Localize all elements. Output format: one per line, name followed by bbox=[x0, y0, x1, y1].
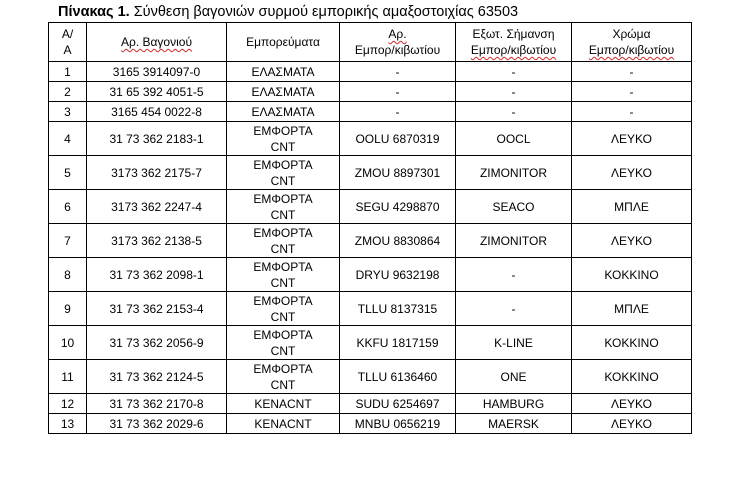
table-row bbox=[49, 62, 692, 82]
cargo-cell: KENACNT bbox=[227, 414, 340, 434]
table-body bbox=[49, 62, 692, 434]
marking-cell: SEACO bbox=[456, 190, 572, 224]
caption-label: Πίνακας 1. bbox=[58, 4, 130, 20]
color-cell: - bbox=[572, 62, 692, 82]
color-cell: ΛΕΥΚΟ bbox=[572, 122, 692, 156]
color-cell: ΛΕΥΚΟ bbox=[572, 414, 692, 434]
container-number-cell: TLLU 6136460 bbox=[340, 360, 456, 394]
row-number-cell: 8 bbox=[49, 258, 87, 292]
color-cell: ΜΠΛΕ bbox=[572, 190, 692, 224]
marking-cell: - bbox=[456, 62, 572, 82]
row-number-cell: 6 bbox=[49, 190, 87, 224]
container-number-cell: KKFU 1817159 bbox=[340, 326, 456, 360]
table-row bbox=[49, 292, 692, 326]
color-cell: ΚΟΚΚΙΝΟ bbox=[572, 258, 692, 292]
table-row bbox=[49, 156, 692, 190]
wagon-number-cell: 3173 362 2247-4 bbox=[87, 190, 227, 224]
container-number-cell: TLLU 8137315 bbox=[340, 292, 456, 326]
row-number-cell: 12 bbox=[49, 394, 87, 414]
cargo-cell: ΕΜΦΟΡΤΑ CNT bbox=[227, 360, 340, 394]
row-number-cell: 7 bbox=[49, 224, 87, 258]
wagon-number-cell: 31 73 362 2183-1 bbox=[87, 122, 227, 156]
container-number-cell: ZMOU 8897301 bbox=[340, 156, 456, 190]
table-row bbox=[49, 82, 692, 102]
row-number-cell: 3 bbox=[49, 102, 87, 122]
table-row bbox=[49, 102, 692, 122]
color-cell: ΚΟΚΚΙΝΟ bbox=[572, 326, 692, 360]
wagon-composition-table bbox=[48, 22, 692, 434]
marking-cell: OOCL bbox=[456, 122, 572, 156]
marking-cell: ONE bbox=[456, 360, 572, 394]
marking-cell: - bbox=[456, 82, 572, 102]
cargo-cell: ΕΜΦΟΡΤΑ CNT bbox=[227, 122, 340, 156]
table-row bbox=[49, 224, 692, 258]
container-number-cell: - bbox=[340, 102, 456, 122]
row-number-cell: 1 bbox=[49, 62, 87, 82]
wagon-number-cell: 3173 362 2175-7 bbox=[87, 156, 227, 190]
marking-cell: - bbox=[456, 292, 572, 326]
row-number-cell: 11 bbox=[49, 360, 87, 394]
row-number-cell: 10 bbox=[49, 326, 87, 360]
color-cell: ΜΠΛΕ bbox=[572, 292, 692, 326]
cargo-cell: ΕΜΦΟΡΤΑ CNT bbox=[227, 258, 340, 292]
container-number-cell: - bbox=[340, 62, 456, 82]
color-cell: ΛΕΥΚΟ bbox=[572, 156, 692, 190]
cargo-cell: ΕΜΦΟΡΤΑ CNT bbox=[227, 190, 340, 224]
row-number-cell: 9 bbox=[49, 292, 87, 326]
wagon-number-cell: 31 65 392 4051-5 bbox=[87, 82, 227, 102]
header-container-color: Χρώμα Εμπορ/κιβωτίου bbox=[572, 23, 692, 62]
marking-cell: HAMBURG bbox=[456, 394, 572, 414]
cargo-cell: ΕΜΦΟΡΤΑ CNT bbox=[227, 292, 340, 326]
container-number-cell: MNBU 0656219 bbox=[340, 414, 456, 434]
wagon-number-cell: 31 73 362 2098-1 bbox=[87, 258, 227, 292]
container-number-cell: ZMOU 8830864 bbox=[340, 224, 456, 258]
wagon-number-cell: 31 73 362 2056-9 bbox=[87, 326, 227, 360]
header-external-marking: Εξωτ. Σήμανση Εμπορ/κιβωτίου bbox=[456, 23, 572, 62]
table-header-row bbox=[49, 23, 692, 62]
cargo-cell: ΕΜΦΟΡΤΑ CNT bbox=[227, 156, 340, 190]
wagon-number-cell: 31 73 362 2170-8 bbox=[87, 394, 227, 414]
color-cell: - bbox=[572, 82, 692, 102]
container-number-cell: SEGU 4298870 bbox=[340, 190, 456, 224]
color-cell: ΛΕΥΚΟ bbox=[572, 394, 692, 414]
header-cargo: Εμπορεύματα bbox=[227, 23, 340, 62]
wagon-number-cell: 31 73 362 2153-4 bbox=[87, 292, 227, 326]
marking-cell: - bbox=[456, 258, 572, 292]
cargo-cell: ΕΜΦΟΡΤΑ CNT bbox=[227, 326, 340, 360]
table-row bbox=[49, 258, 692, 292]
table-row bbox=[49, 190, 692, 224]
color-cell: ΛΕΥΚΟ bbox=[572, 224, 692, 258]
row-number-cell: 5 bbox=[49, 156, 87, 190]
table-row bbox=[49, 122, 692, 156]
container-number-cell: SUDU 6254697 bbox=[340, 394, 456, 414]
color-cell: ΚΟΚΚΙΝΟ bbox=[572, 360, 692, 394]
container-number-cell: OOLU 6870319 bbox=[340, 122, 456, 156]
container-number-cell: - bbox=[340, 82, 456, 102]
cargo-cell: ΕΛΑΣΜΑΤΑ bbox=[227, 102, 340, 122]
marking-cell: - bbox=[456, 102, 572, 122]
wagon-number-cell: 3173 362 2138-5 bbox=[87, 224, 227, 258]
row-number-cell: 4 bbox=[49, 122, 87, 156]
row-number-cell: 13 bbox=[49, 414, 87, 434]
table-row bbox=[49, 360, 692, 394]
marking-cell: ZIMONITOR bbox=[456, 156, 572, 190]
caption-text: Σύνθεση βαγονιών συρμού εμπορικής αμαξοστοιχίας 63503 bbox=[133, 4, 519, 20]
wagon-number-cell: 3165 3914097-0 bbox=[87, 62, 227, 82]
header-aa: Α/ Α bbox=[49, 23, 87, 62]
row-number-cell: 2 bbox=[49, 82, 87, 102]
wagon-number-cell: 31 73 362 2029-6 bbox=[87, 414, 227, 434]
container-number-cell: DRYU 9632198 bbox=[340, 258, 456, 292]
table-row bbox=[49, 414, 692, 434]
table-caption bbox=[58, 4, 518, 20]
marking-cell: MAERSK bbox=[456, 414, 572, 434]
table-row bbox=[49, 394, 692, 414]
marking-cell: ZIMONITOR bbox=[456, 224, 572, 258]
wagon-number-cell: 31 73 362 2124-5 bbox=[87, 360, 227, 394]
cargo-cell: ΕΛΑΣΜΑΤΑ bbox=[227, 82, 340, 102]
color-cell: - bbox=[572, 102, 692, 122]
cargo-cell: ΕΜΦΟΡΤΑ CNT bbox=[227, 224, 340, 258]
marking-cell: K-LINE bbox=[456, 326, 572, 360]
table-row bbox=[49, 326, 692, 360]
header-container-number: Αρ. Εμπορ/κιβωτίου bbox=[340, 23, 456, 62]
wagon-number-cell: 3165 454 0022-8 bbox=[87, 102, 227, 122]
cargo-cell: KENACNT bbox=[227, 394, 340, 414]
header-wagon-number: Αρ. Βαγονιού bbox=[87, 23, 227, 62]
cargo-cell: ΕΛΑΣΜΑΤΑ bbox=[227, 62, 340, 82]
